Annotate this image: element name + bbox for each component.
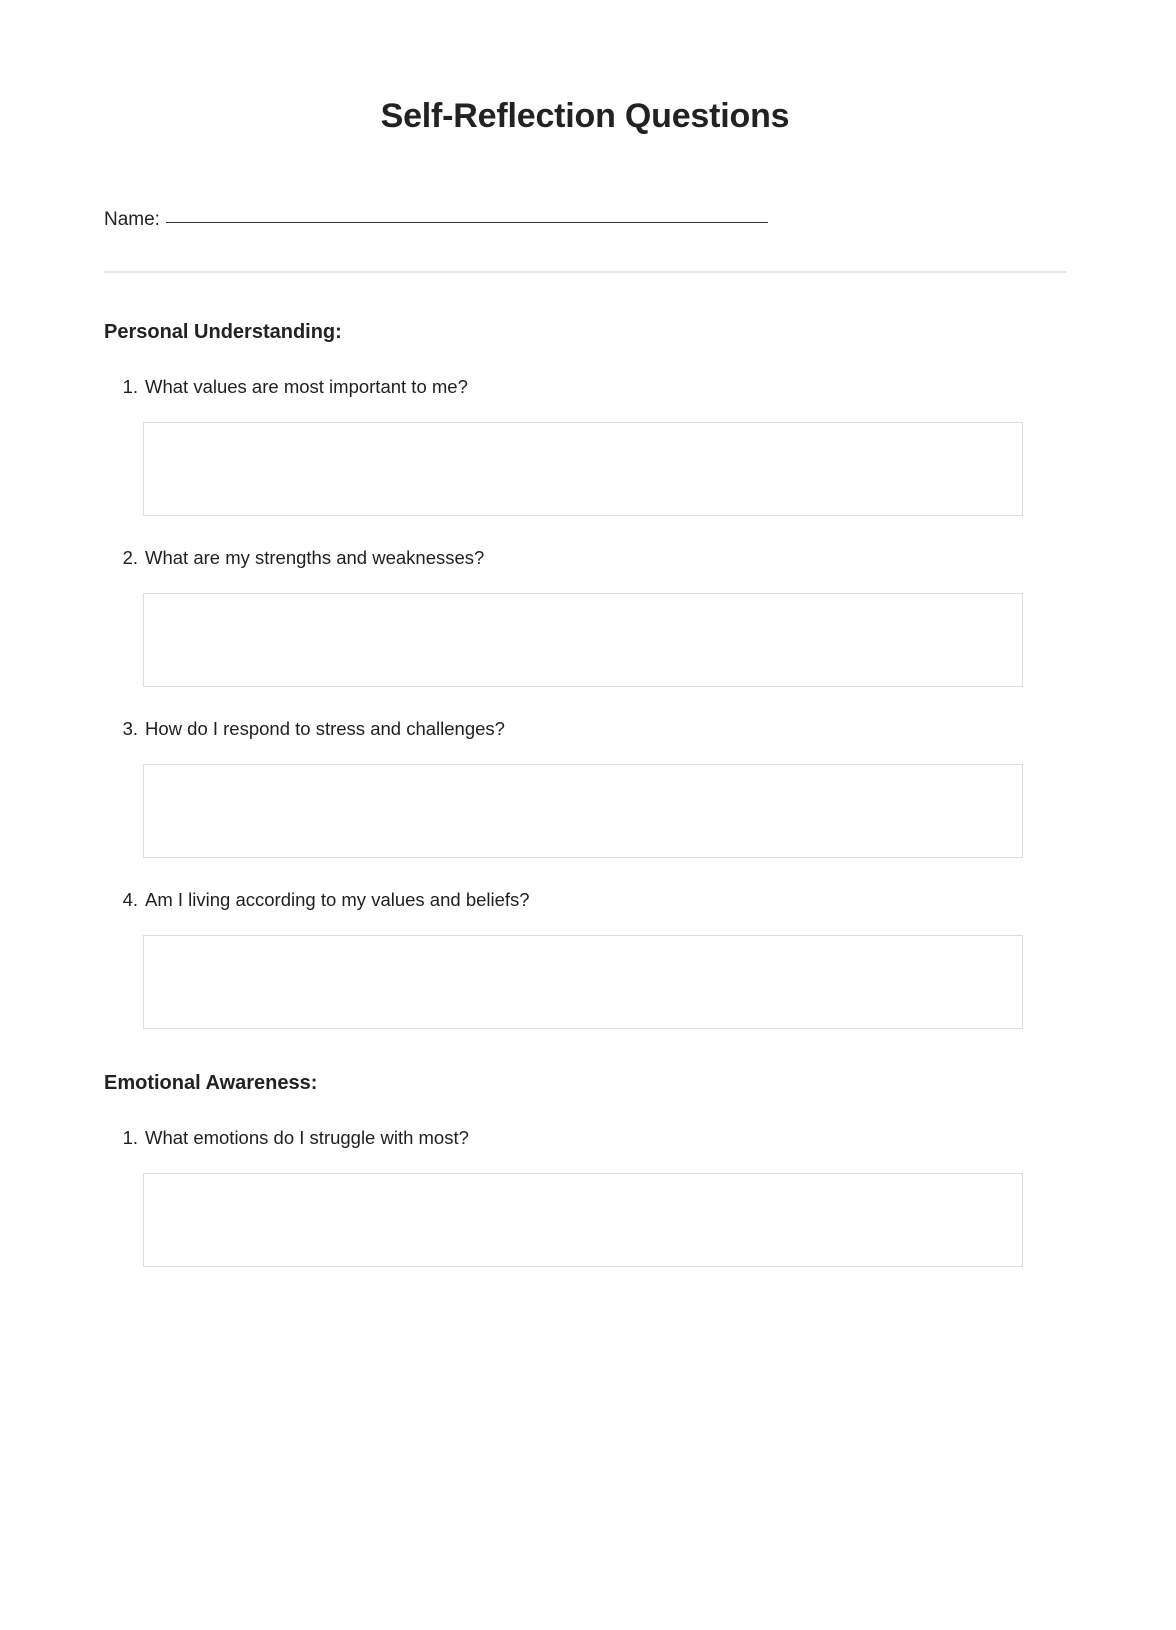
question-text-row	[104, 858, 1066, 912]
question-number: 1.	[122, 375, 138, 397]
answer-box[interactable]	[143, 935, 1023, 1029]
question-number: 2.	[122, 546, 138, 568]
answer-box[interactable]	[143, 593, 1023, 687]
question-block	[104, 345, 1066, 516]
question-text-row	[104, 516, 1066, 570]
question-block	[104, 687, 1066, 858]
section-heading: Personal Understanding:	[104, 320, 342, 343]
question-number: 1.	[122, 1126, 138, 1148]
name-label: Name:	[104, 208, 160, 230]
document-content	[104, 0, 1066, 1267]
page-title: Self-Reflection Questions	[380, 97, 790, 135]
answer-box[interactable]	[143, 422, 1023, 516]
question-number: 3.	[122, 717, 138, 739]
name-input-line[interactable]	[166, 222, 768, 223]
question-label: Am I living according to my values and beliefs?	[145, 888, 530, 910]
question-block	[104, 858, 1066, 1029]
question-label: What are my strengths and weaknesses?	[145, 546, 485, 568]
question-number: 4.	[122, 888, 138, 910]
answer-box[interactable]	[143, 764, 1023, 858]
question-label: What emotions do I struggle with most?	[145, 1126, 469, 1148]
question-label: What values are most important to me?	[145, 375, 468, 397]
question-text-row	[104, 345, 1066, 399]
question-text-row	[104, 1096, 1066, 1150]
section-personal-understanding	[104, 273, 1066, 1029]
section-heading: Emotional Awareness:	[104, 1071, 318, 1094]
name-field-row	[104, 209, 1066, 231]
question-label: How do I respond to stress and challenges?	[145, 717, 505, 739]
question-block	[104, 1096, 1066, 1267]
question-text-row	[104, 687, 1066, 741]
question-block	[104, 516, 1066, 687]
sections-container	[104, 273, 1066, 1267]
section-emotional-awareness	[104, 1029, 1066, 1267]
answer-box[interactable]	[143, 1173, 1023, 1267]
